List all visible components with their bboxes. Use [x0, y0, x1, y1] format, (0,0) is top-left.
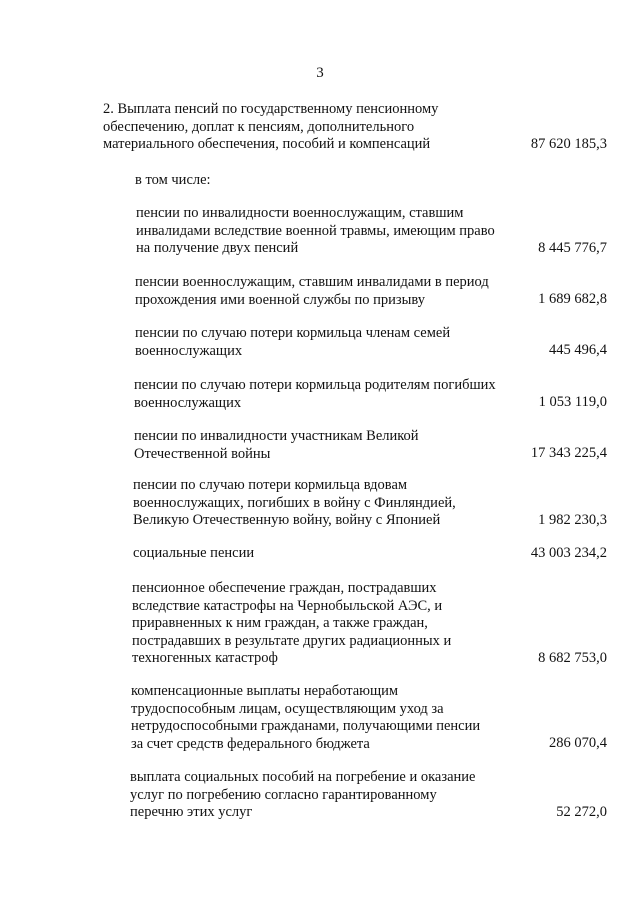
- sub-item-text: пенсионное обеспечение граждан, пострадавших вследствие катастрофы на Чернобыльской АЭС, и приравненных к ним граждан, а также граждан, пострадавших в результате других радиационных и техногенных катастроф: [132, 580, 452, 666]
- sub-item-text: компенсационные выплаты неработающим трудоспособным лицам, осуществляющим уход за нетрудоспособными гражданами, получающими пенсии за счет средств федерального бюджета: [131, 683, 481, 752]
- including-label: в том числе:: [135, 172, 211, 188]
- main-item-amount: 87 620 185,3: [530, 136, 607, 152]
- sub-item-text: социальные пенсии: [133, 545, 255, 561]
- sub-item-amount: 286 070,4: [549, 735, 607, 751]
- sub-item-amount: 1 982 230,3: [538, 512, 607, 528]
- sub-item-amount: 43 003 234,2: [530, 545, 607, 561]
- sub-item-text: пенсии по инвалидности военнослужащим, ставшим инвалидами вследствие военной травмы, имеющим право на получение двух пенсий: [136, 205, 495, 256]
- sub-item-text: пенсии по случаю потери кормильца родителям погибших военнослужащих: [134, 377, 496, 411]
- sub-item-amount: 8 445 776,7: [538, 240, 607, 256]
- page-number: 3: [316, 65, 324, 81]
- sub-item-amount: 52 272,0: [556, 804, 607, 820]
- sub-item-amount: 17 343 225,4: [530, 445, 607, 461]
- sub-item-amount: 1 053 119,0: [538, 394, 607, 410]
- sub-item-text: выплата социальных пособий на погребение и оказание услуг по погребению согласно гарантированному перечню этих услуг: [130, 769, 476, 820]
- sub-item-amount: 8 682 753,0: [538, 650, 607, 666]
- sub-item-text: пенсии по случаю потери кормильца вдовам военнослужащих, погибших в войну с Финляндией, Великую Отечественную войну, войну с Японией: [133, 477, 456, 528]
- sub-item-text: пенсии по инвалидности участникам Великой Отечественной войны: [134, 428, 419, 462]
- sub-item-text: пенсии по случаю потери кормильца членам семей военнослужащих: [135, 325, 451, 359]
- main-item-text: 2. Выплата пенсий по государственному пенсионному обеспечению, доплат к пенсиям, дополнительного материального обеспечения, пособий и компенсаций: [103, 101, 439, 152]
- sub-item-amount: 1 689 682,8: [538, 291, 607, 307]
- sub-item-text: пенсии военнослужащим, ставшим инвалидами в период прохождения ими военной службы по призыву: [135, 274, 489, 308]
- sub-item-amount: 445 496,4: [549, 342, 607, 358]
